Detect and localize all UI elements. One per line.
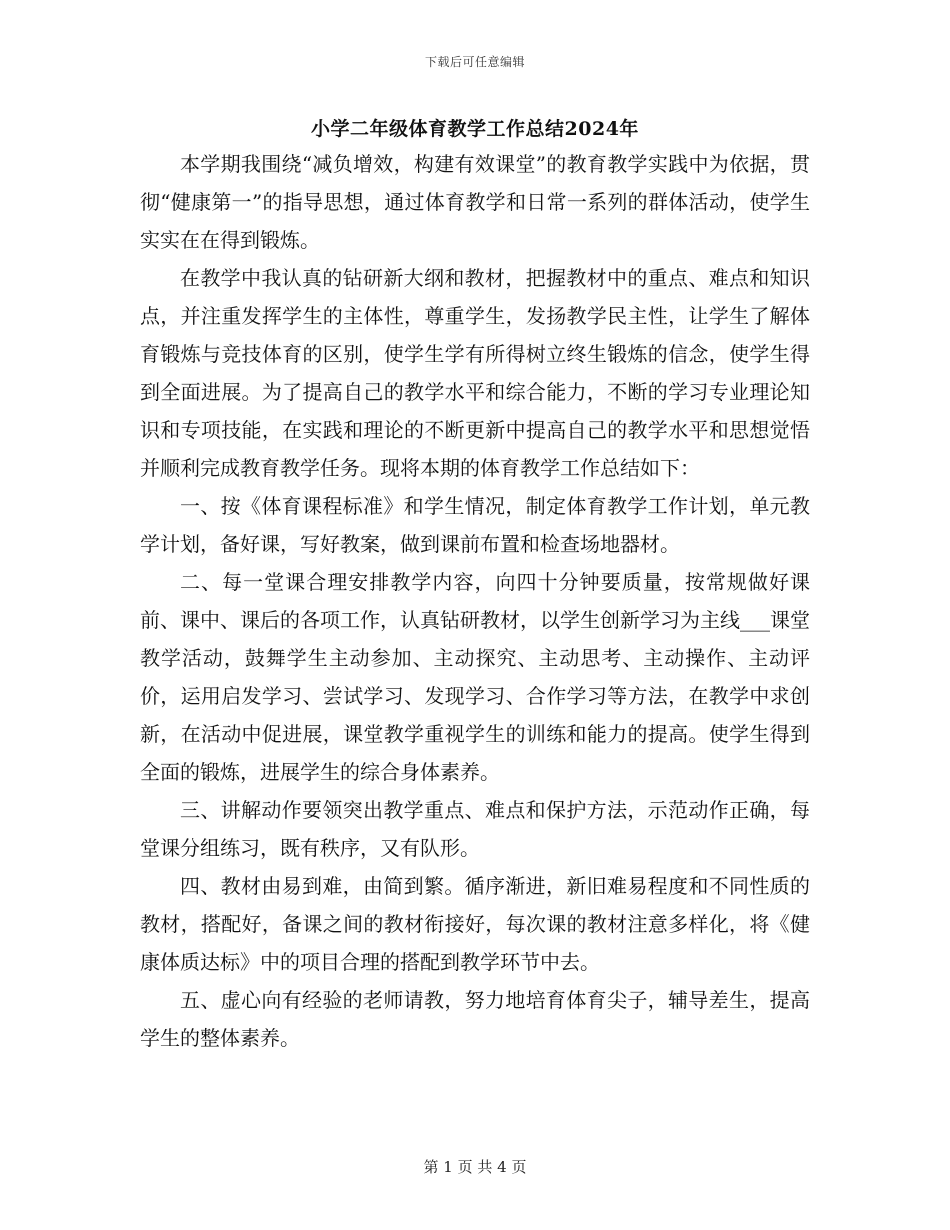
paragraph-intro: 本学期我围绕“减负增效，构建有效课堂”的教育教学实践中为依据，贯彻“健康第一”的指导思想，通过体育教学和日常一系列的群体活动，使学生实实在在得到锻炼。 [140, 152, 810, 252]
paragraph-point-1: 一、按《体育课程标准》和学生情况，制定体育教学工作计划，单元教学计划，备好课，写好教案，做到课前布置和检查场地器材。 [140, 494, 810, 556]
paragraph-point-4: 四、教材由易到难，由简到繁。循序渐进，新旧难易程度和不同性质的教材，搭配好，备课之间的教材衔接好，每次课的教材注意多样化，将《健康体质达标》中的项目合理的搭配到教学环节中去。 [140, 874, 810, 974]
paragraph-point-5: 五、虚心向有经验的老师请教，努力地培育体育尖子，辅导差生，提高学生的整体素养。 [140, 988, 810, 1050]
document-body [140, 145, 810, 1057]
header-note: 下载后可任意编辑 [424, 55, 525, 69]
paragraph-point-3: 三、讲解动作要领突出教学重点、难点和保护方法，示范动作正确，每堂课分组练习，既有秩序，又有队形。 [140, 798, 810, 860]
page-indicator: 第 1 页 共 4 页 [423, 1158, 527, 1176]
paragraph-teaching-approach: 在教学中我认真的钻研新大纲和教材，把握教材中的重点、难点和知识点，并注重发挥学生的主体性，尊重学生，发扬教学民主性，让学生了解体育锻炼与竞技体育的区别，使学生学有所得树立终生锻炼的信念，使学生得到全面进展。为了提高自己的教学水平和综合能力，不断的学习专业理论知识和专项技能，在实践和理论的不断更新中提高自己的教学水平和思想觉悟并顺利完成教育教学任务。现将本期的体育教学工作总结如下： [140, 266, 810, 480]
document-title: 小学二年级体育教学工作总结2024年 [311, 118, 639, 140]
paragraph-point-2: 二、每一堂课合理安排教学内容，向四十分钟要质量，按常规做好课前、课中、课后的各项工作，认真钻研教材，以学生创新学习为主线___课堂教学活动，鼓舞学生主动参加、主动探究、主动思考、主动操作、主动评价，运用启发学习、尝试学习、发现学习、合作学习等方法，在教学中求创新，在活动中促进展，课堂教学重视学生的训练和能力的提高。使学生得到全面的锻炼，进展学生的综合身体素养。 [140, 570, 810, 784]
